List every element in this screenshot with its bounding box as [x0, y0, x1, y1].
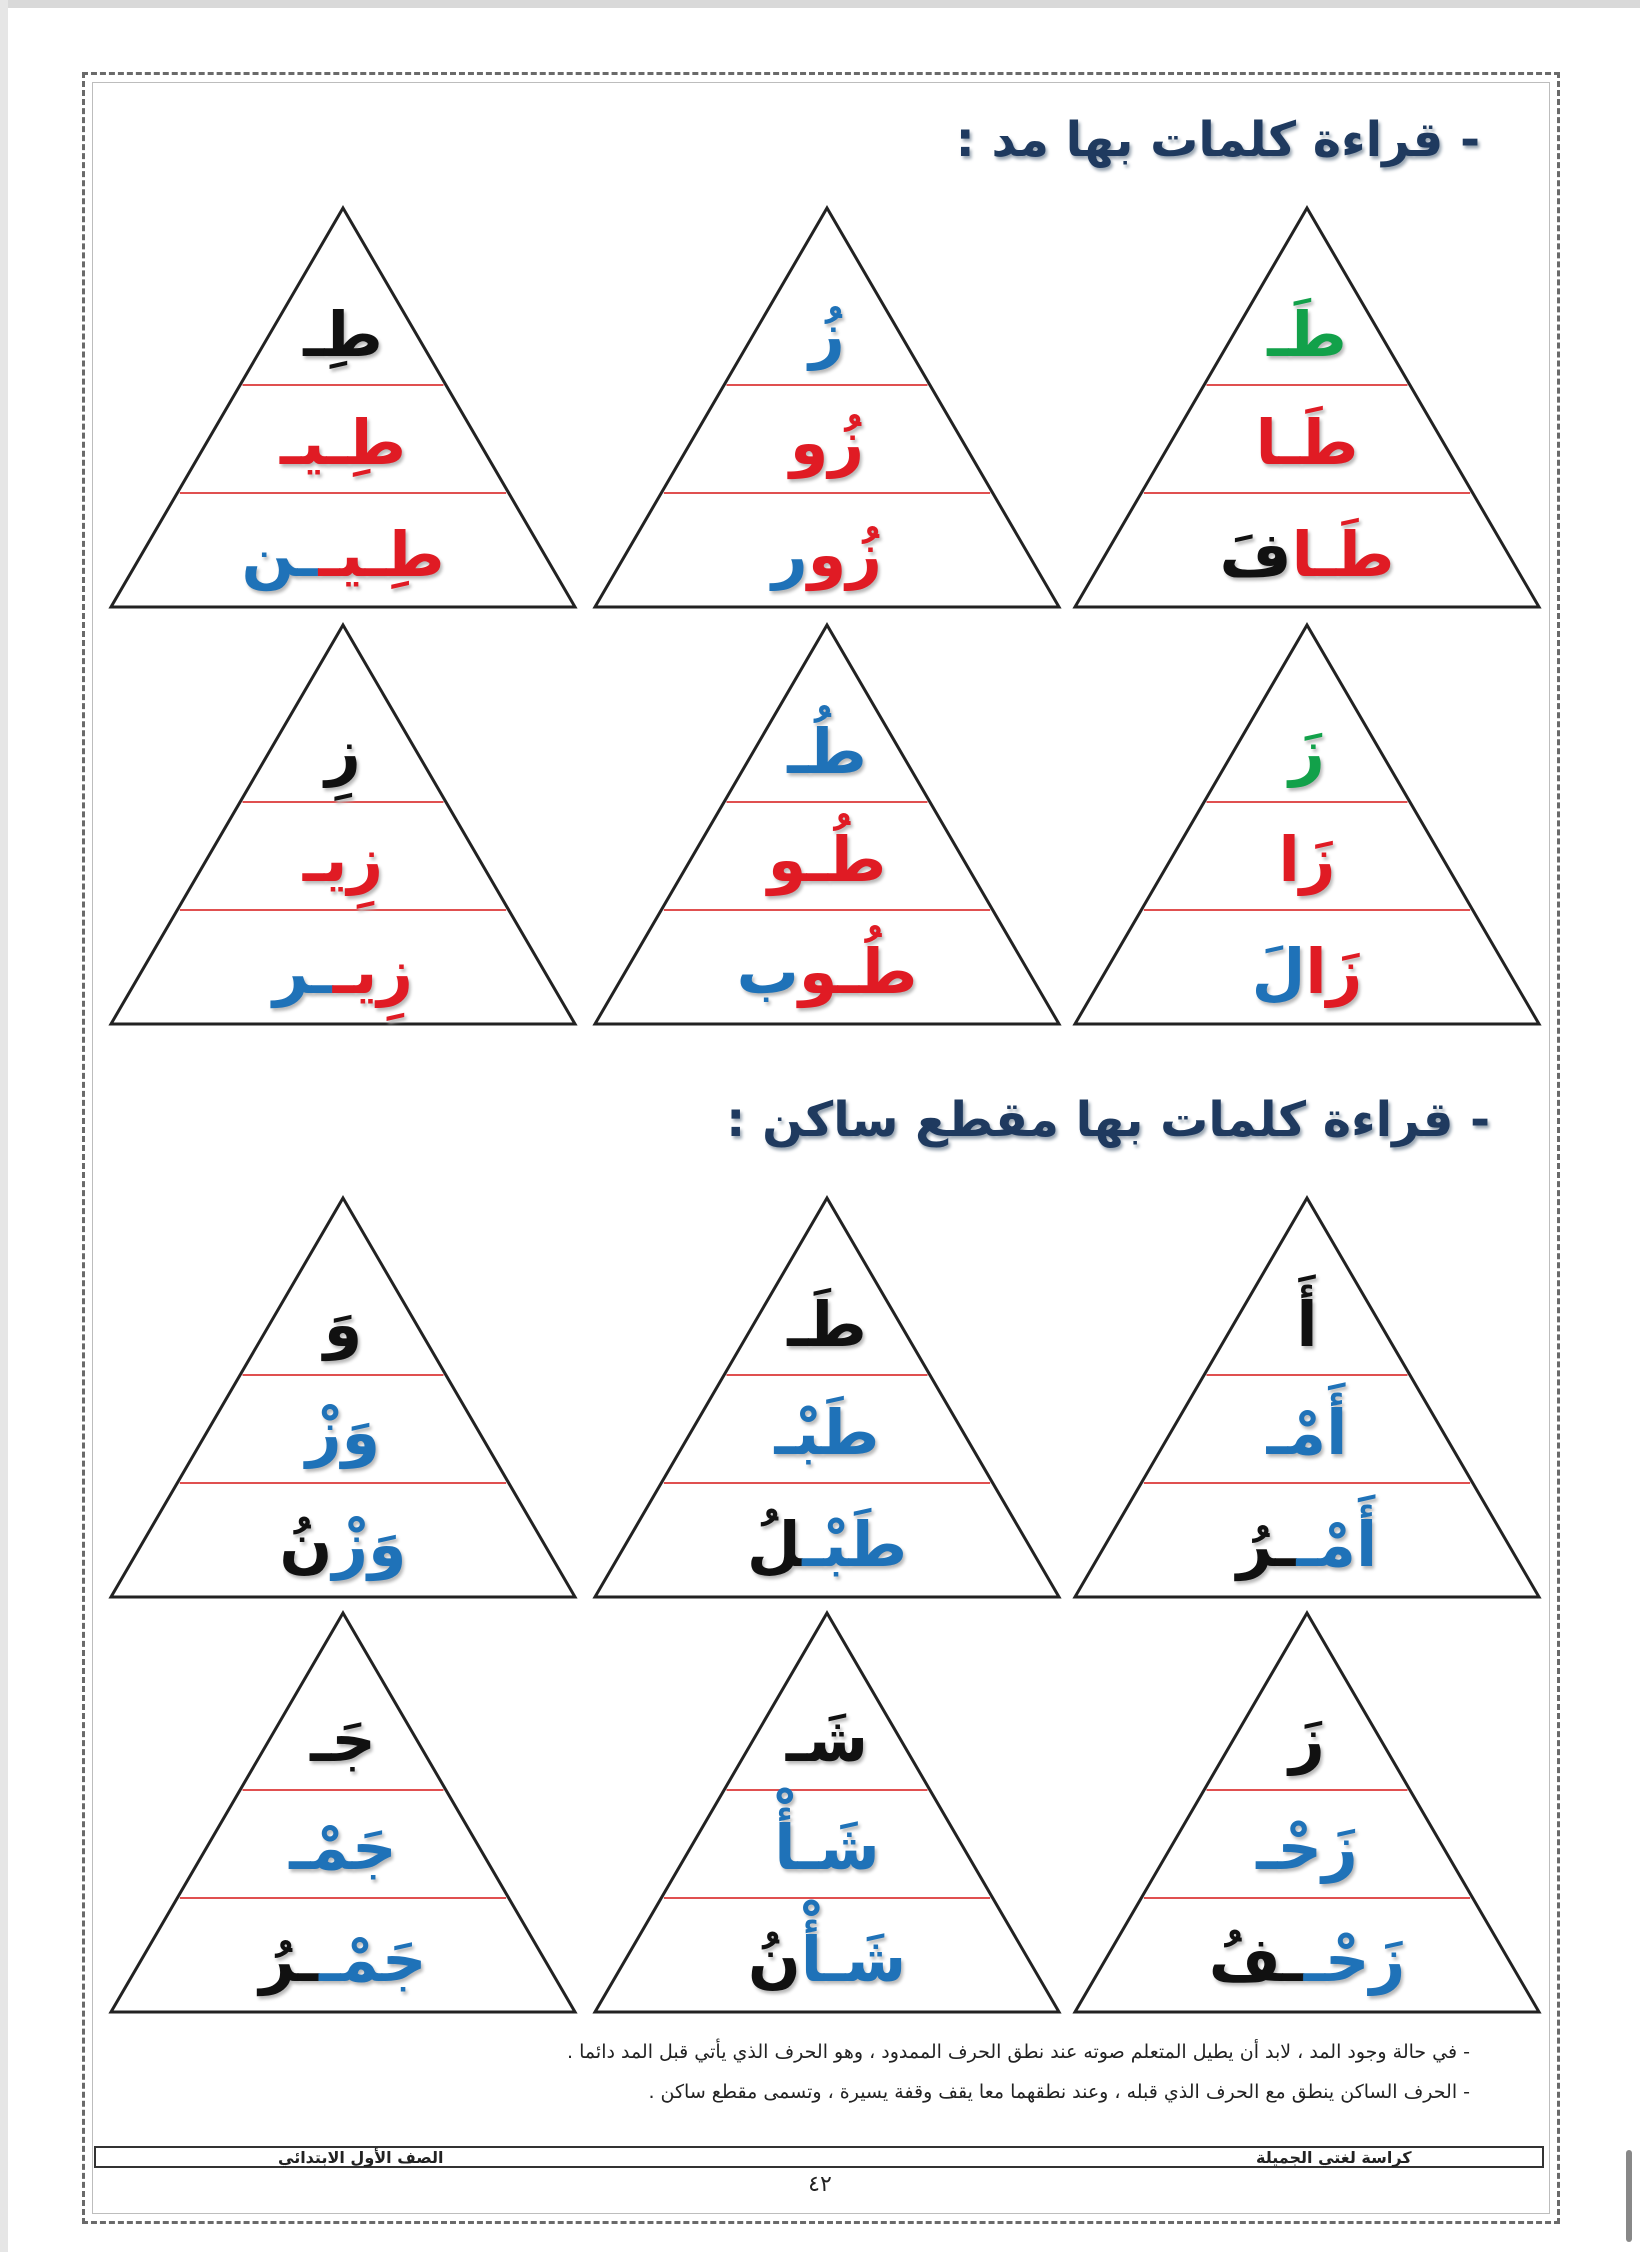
syllable-2: ـرُ — [1236, 1508, 1297, 1581]
syllable-1: جَمْـ — [319, 1923, 427, 1996]
pyramid-line-2: زِيـ — [302, 823, 384, 896]
pyramid-line-1: طِـ — [303, 298, 383, 371]
pyramid-line-3 — [1072, 932, 1542, 1012]
pyramid-line-3 — [592, 515, 1062, 595]
syllable-1: وَزْ — [332, 1508, 407, 1581]
pyramid-line-3 — [108, 932, 578, 1012]
pyramid-line-2: زَا — [1278, 823, 1336, 896]
syllable-1: زَا — [1305, 935, 1363, 1008]
syllable-1: زَحْـ — [1303, 1923, 1406, 1996]
syllable-2: فَ — [1219, 518, 1292, 591]
pyramid-line-2: جَمْـ — [289, 1811, 397, 1884]
syllable-1: طِـيـ — [318, 518, 445, 591]
syllable-1: شَـأْ — [800, 1923, 907, 1996]
word-pyramid — [592, 1195, 1062, 1600]
syllable-2: ـن — [241, 518, 319, 591]
pyramid-line-2: طِـيـ — [279, 406, 407, 479]
syllable-1: طُـو — [798, 935, 918, 1008]
syllable-1: طَبْـ — [802, 1508, 908, 1581]
page-number: ٤٢ — [808, 2172, 832, 2197]
word-pyramid — [1072, 205, 1542, 610]
pyramid-line-3 — [108, 1505, 578, 1585]
word-pyramid — [1072, 1610, 1542, 2015]
left-edge — [0, 0, 8, 2252]
word-pyramid — [108, 1195, 578, 1600]
pyramid-line-2: زُو — [789, 406, 865, 479]
pyramid-line-1: شَـ — [785, 1703, 869, 1776]
word-pyramid — [108, 1610, 578, 2015]
pyramid-line-3 — [1072, 515, 1542, 595]
syllable-2: لُ — [746, 1508, 803, 1581]
pyramid-line-1: زِ — [325, 715, 361, 788]
pyramid-line-2: أَمْـ — [1266, 1396, 1348, 1469]
word-pyramid — [108, 205, 578, 610]
pyramid-line-2: شَـأْ — [774, 1811, 880, 1884]
notes — [480, 2032, 1470, 2112]
note-line-2: - الحرف الساكن ينطق مع الحرف الذي قبله ، وعند نطقهما معا يقف وقفة يسيرة ، وتسمى مقطع ساكن . — [648, 2081, 1470, 2103]
pyramid-line-2: طُـو — [767, 823, 887, 896]
pyramid-line-2: طَـا — [1255, 406, 1359, 479]
syllable-2: نُ — [279, 1508, 333, 1581]
pyramid-line-3 — [592, 932, 1062, 1012]
footer-grade: الصف الأول الابتدائي — [278, 2148, 444, 2167]
note-line-1: - في حالة وجود المد ، لابد أن يطيل المتعلم صوته عند نطق الحرف الممدود ، وهو الحرف الذي يأتي قبل المد دائما . — [567, 2041, 1470, 2063]
syllable-1: أَمْـ — [1296, 1508, 1378, 1581]
word-pyramid — [1072, 622, 1542, 1027]
pyramid-line-1: أَ — [1296, 1288, 1318, 1361]
syllable-2: لَ — [1251, 935, 1306, 1008]
pyramid-line-3 — [592, 1505, 1062, 1585]
pyramid-line-1: طُـ — [787, 715, 867, 788]
footer-book-title: كراسة لغتي الجميلة — [1256, 2148, 1412, 2167]
pyramid-line-2: زَحْـ — [1256, 1811, 1358, 1884]
pyramid-line-3 — [592, 1920, 1062, 2000]
pyramid-line-1: وَ — [323, 1288, 363, 1361]
pyramid-line-1: زُ — [809, 298, 845, 371]
pyramid-line-1: طَـ — [787, 1288, 867, 1361]
syllable-1: طَـا — [1291, 518, 1395, 591]
pyramid-line-3 — [108, 1920, 578, 2000]
syllable-1: زِيـ — [332, 935, 413, 1008]
scrollbar[interactable] — [1626, 2150, 1632, 2242]
word-pyramid — [592, 1610, 1062, 2015]
syllable-2: ـفُ — [1208, 1923, 1304, 1996]
syllable-2: ـر — [273, 935, 333, 1008]
syllable-2: ب — [736, 935, 799, 1008]
pyramid-line-2: طَبْـ — [774, 1396, 880, 1469]
section-title-madd: - قراءة كلمات بها مد : — [955, 112, 1480, 168]
pyramid-line-1: زَ — [1289, 715, 1325, 788]
top-edge — [0, 0, 1640, 8]
syllable-2: ـرُ — [259, 1923, 320, 1996]
word-pyramid — [1072, 1195, 1542, 1600]
pyramid-line-1: طَـ — [1267, 298, 1347, 371]
pyramid-line-1: جَـ — [310, 1703, 376, 1776]
pyramid-line-2: وَزْ — [305, 1396, 381, 1469]
pyramid-line-3 — [1072, 1505, 1542, 1585]
syllable-1: زُو — [807, 518, 882, 591]
word-pyramid — [592, 205, 1062, 610]
pyramid-line-3 — [108, 515, 578, 595]
word-pyramid — [592, 622, 1062, 1027]
section-title-sakin: - قراءة كلمات بها مقطع ساكن : — [726, 1092, 1490, 1148]
syllable-2: نُ — [747, 1923, 801, 1996]
syllable-2: ر — [772, 518, 808, 591]
pyramid-line-3 — [1072, 1920, 1542, 2000]
pyramid-line-1: زَ — [1289, 1703, 1325, 1776]
word-pyramid — [108, 622, 578, 1027]
